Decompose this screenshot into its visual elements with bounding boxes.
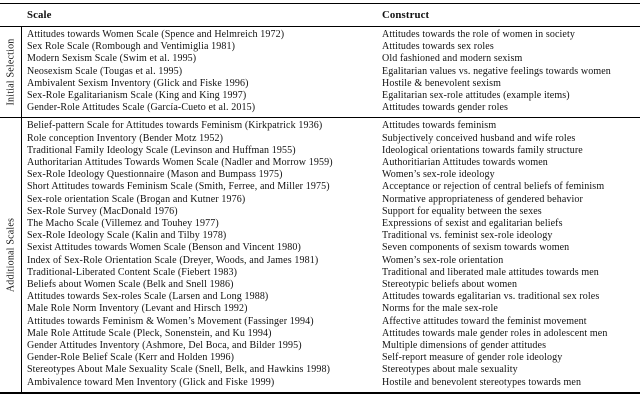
scale-cell: Sex-Role Ideology Scale (Kalin and Tilby 1978): [27, 230, 227, 242]
section-label-column: [0, 118, 22, 391]
construct-cell: Women’s sex-role orientation: [382, 254, 504, 266]
scale-cell: Traditional-Liberated Content Scale (Fiebert 1983): [27, 266, 238, 278]
table-row: [22, 29, 640, 41]
section-rows-initial: [22, 27, 640, 117]
construct-cell: Ideological orientations towards family structure: [382, 144, 583, 156]
construct-cell: Hostile and benevolent stereotypes towards men: [382, 376, 582, 388]
construct-cell: Hostile & benevolent sexism: [382, 77, 502, 89]
table-row: [22, 279, 640, 291]
table-row: [22, 303, 640, 315]
construct-cell: Egalitarian sex-role attitudes (example items): [382, 90, 570, 102]
table-row: [22, 352, 640, 364]
column-header-scale: Scale: [27, 9, 52, 21]
table-row: [22, 328, 640, 340]
construct-cell: Attitudes towards the role of women in society: [382, 29, 575, 40]
table-row: [22, 90, 640, 102]
scale-cell: Ambivalent Sexism Inventory (Glick and Fiske 1996): [27, 77, 249, 89]
construct-cell: Attitudes towards sex roles: [382, 41, 494, 53]
table-row: [22, 291, 640, 303]
construct-cell: Self-report measure of gender role ideology: [382, 352, 563, 364]
scale-cell: Male Role Attitude Scale (Pleck, Sonenstein, and Ku 1994): [27, 327, 272, 339]
construct-cell: Stereotypic beliefs about women: [382, 279, 518, 291]
table-row: [22, 340, 640, 352]
scale-cell: The Macho Scale (Villemez and Touhey 1977): [27, 218, 219, 230]
construct-cell: Norms for the male sex-role: [382, 303, 498, 315]
scale-cell: Sex-Role Ideology Questionnaire (Mason and Bumpass 1975): [27, 169, 283, 181]
scale-cell: Neosexism Scale (Tougas et al. 1995): [27, 65, 183, 77]
scale-cell: Traditional Family Ideology Scale (Levinson and Huffman 1955): [27, 144, 296, 156]
construct-cell: Attitudes towards male gender roles in adolescent men: [382, 327, 608, 339]
scale-cell: Modern Sexism Scale (Swim et al. 1995): [27, 53, 197, 65]
table-row: [22, 120, 640, 132]
scale-cell: Gender-Role Belief Scale (Kerr and Holden 1996): [27, 352, 235, 364]
construct-cell: Attitudes towards gender roles: [382, 102, 509, 114]
section-initial-selection: [0, 27, 640, 117]
scale-cell: Index of Sex-Role Orientation Scale (Dreyer, Woods, and James 1981): [27, 254, 319, 266]
construct-cell: Traditional and liberated male attitudes towards men: [382, 266, 599, 278]
table-row: [22, 102, 640, 114]
section-rows-additional: [22, 118, 640, 391]
scale-cell: Sex Role Scale (Rombough and Ventimiglia 1981): [27, 41, 236, 53]
construct-cell: Support for equality between the sexes: [382, 205, 542, 217]
table-row: [22, 169, 640, 181]
scale-cell: Sex-Role Survey (MacDonald 1976): [27, 205, 178, 217]
section-label-column: [0, 27, 22, 117]
table-row: [22, 377, 640, 389]
construct-cell: Attitudes towards egalitarian vs. traditional sex roles: [382, 291, 600, 303]
construct-cell: Acceptance or rejection of central beliefs of feminism: [382, 181, 605, 193]
scale-cell: Authoritarian Attitudes Towards Women Scale (Nadler and Morrow 1959): [27, 157, 333, 169]
table-row: [22, 230, 640, 242]
scale-cell: Stereotypes About Male Sexuality Scale (Snell, Belk, and Hawkins 1998): [27, 364, 331, 376]
scale-cell: Sex-role orientation Scale (Brogan and Kutner 1976): [27, 193, 246, 205]
table-row: [22, 242, 640, 254]
construct-cell: Old fashioned and modern sexism: [382, 53, 523, 65]
construct-cell: Traditional vs. feminist sex-role ideology: [382, 230, 553, 242]
scale-cell: Sexist Attitudes towards Women Scale (Benson and Vincent 1980): [27, 242, 301, 254]
table-row: [22, 218, 640, 230]
scale-cell: Sex-Role Egalitarianism Scale (King and King 1997): [27, 90, 247, 102]
scale-cell: Role conception Inventory (Bender Motz 1952): [27, 132, 224, 144]
table-row: [22, 206, 640, 218]
scale-cell: Belief-pattern Scale for Attitudes towards Feminism (Kirkpatrick 1936): [27, 120, 323, 132]
section-additional-scales: [0, 117, 640, 391]
table-row: [22, 255, 640, 267]
scale-cell: Short Attitudes towards Feminism Scale (Smith, Ferree, and Miller 1975): [27, 181, 330, 193]
table-row: [22, 194, 640, 206]
scale-cell: Attitudes towards Sex-roles Scale (Larsen and Long 1988): [27, 291, 269, 303]
construct-cell: Authoritiarian Attitudes towards women: [382, 157, 548, 169]
construct-cell: Expressions of sexist and egalitarian beliefs: [382, 218, 563, 230]
scale-cell: Male Role Norm Inventory (Levant and Hirsch 1992): [27, 303, 248, 315]
scale-cell: Attitudes towards Women Scale (Spence and Helmreich 1972): [27, 29, 285, 40]
construct-cell: Multiple dimensions of gender attitudes: [382, 340, 547, 352]
construct-cell: Women’s sex-role ideology: [382, 169, 495, 181]
scale-cell: Gender-Role Attitudes Scale (García-Cueto et al. 2015): [27, 102, 256, 114]
construct-cell: Egalitarian values vs. negative feelings towards women: [382, 65, 611, 77]
construct-cell: Affective attitudes toward the feminist movement: [382, 315, 587, 327]
section-label-additional-scales: Additional Scales: [5, 218, 16, 293]
table-row: [22, 364, 640, 376]
table-row: [22, 66, 640, 78]
scales-table: [0, 3, 640, 394]
scale-cell: Beliefs about Women Scale (Belk and Snell 1986): [27, 279, 234, 291]
construct-cell: Stereotypes about male sexuality: [382, 364, 518, 376]
table-row: [22, 133, 640, 145]
construct-cell: Seven components of sexism towards women: [382, 242, 570, 254]
construct-cell: Subjectively conceived husband and wife roles: [382, 132, 576, 144]
construct-cell: Normative appropriateness of gendered behavior: [382, 193, 583, 205]
table-header-row: [0, 4, 640, 27]
column-header-construct: Construct: [382, 9, 430, 21]
table-row: [22, 145, 640, 157]
table-row: [22, 316, 640, 328]
construct-cell: Attitudes towards feminism: [382, 120, 497, 132]
table-row: [22, 78, 640, 90]
table-row: [22, 157, 640, 169]
table-row: [22, 41, 640, 53]
table-row: [22, 267, 640, 279]
table-row: [22, 181, 640, 193]
section-label-initial-selection: Initial Selection: [5, 38, 16, 106]
scale-cell: Attitudes towards Feminism & Women’s Movement (Fassinger 1994): [27, 315, 314, 327]
table-row: [22, 53, 640, 65]
scale-cell: Ambivalence toward Men Inventory (Glick and Fiske 1999): [27, 376, 275, 388]
scale-cell: Gender Attitudes Inventory (Ashmore, Del Boca, and Bilder 1995): [27, 340, 302, 352]
